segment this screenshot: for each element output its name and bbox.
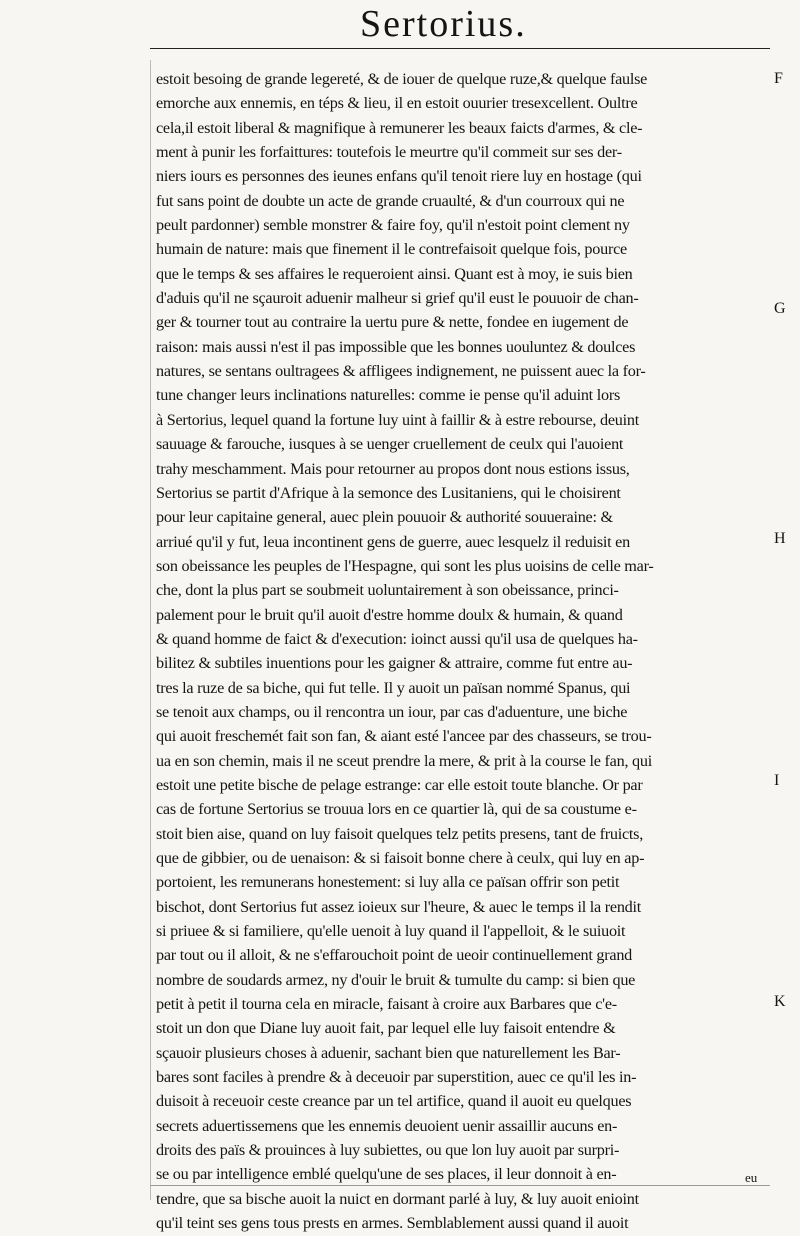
text-line: tres la ruze de sa biche, qui fut telle. Il y auoit un païsan nommé Spanus, qui [156, 678, 631, 697]
left-margin-rule [150, 60, 151, 1200]
text-line: ment à punir les forfaittures: toutefois le meurtre qu'il commeit sur ses der- [156, 143, 622, 162]
text-line: que de gibbier, ou de uenaison: & si faisoit bonne chere à ceulx, qui luy en ap- [156, 849, 645, 867]
text-line: estoit une petite bische de pelage estrange: car elle estoit toute blanche. Or par [156, 775, 643, 794]
text-line: cas de fortune Sertorius se trouua lors en ce quartier là, qui de sa coustume e- [156, 800, 637, 819]
text-line: palement pour le bruit qu'il auoit d'estre homme doulx & humain, & quand [156, 605, 623, 624]
text-line: arriué qu'il y fut, leua incontinent gens de guerre, auec lesquelz il reduisit en [156, 532, 630, 551]
text-line: stoit bien aise, quand on luy faisoit quelques telz petits presens, tant de fruicts, [156, 824, 643, 843]
text-line: estoit besoing de grande legereté, & de iouer de quelque ruze,& quelque faulse [156, 70, 648, 88]
text-line: cela,il estoit liberal & magnifique à remunerer les beaux faicts d'armes, & cle- [156, 118, 643, 137]
text-line: emorche aux ennemis, en téps & lieu, il en estoit ouurier tresexcellent. Oultre [156, 94, 638, 113]
margin-letter-h: H [774, 530, 786, 547]
text-line: son obeissance les peuples de l'Hespagne, qui sont les plus uoisins de celle mar- [156, 556, 654, 575]
margin-letter-g: G [774, 300, 786, 317]
text-line: qui auoit freschemét fait son fan, & aiant esté l'ancee par des chasseurs, se trou- [156, 727, 652, 746]
text-line: niers iours es personnes des ieunes enfans qu'il tenoit riere luy en hostage (qui [156, 167, 642, 186]
text-line: bischot, dont Sertorius fut assez ioieux sur l'heure, & auec le temps il la rendit [156, 897, 642, 916]
text-line: duisoit à receuoir ceste creance par un tel artifice, quand il auoit eu quelques [156, 1092, 632, 1111]
text-line: se tenoit aux champs, ou il rencontra un iour, par cas d'aduenture, une biche [156, 702, 628, 721]
margin-letter-i: I [774, 772, 780, 789]
text-line: fut sans point de doubte un acte de grande cruaulté, & d'un courroux qui ne [156, 191, 625, 210]
header-rule [150, 48, 770, 49]
text-line: raison: mais aussi n'est il pas impossible que les bonnes uouluntez & doulces [156, 337, 636, 356]
text-line: & quand homme de faict & d'execution: ioinct aussi qu'il usa de quelques ha- [156, 629, 638, 648]
text-line: stoit un don que Diane luy auoit fait, par lequel elle luy faisoit entendre & [156, 1019, 616, 1038]
text-line: sauuage & farouche, iusques à se uenger cruellement de ceulx qui l'auoient [156, 435, 624, 454]
page-title: Sertorius. [360, 3, 527, 45]
text-line: tune changer leurs inclinations naturelles: comme ie pense qu'il aduint lors [156, 386, 621, 405]
text-line: bares sont faciles à prendre & à deceuoir par superstition, auec ce qu'il les in- [156, 1068, 637, 1087]
text-line: tendre, que sa bische auoit la nuict en dormant parlé à luy, & luy auoit enioint [156, 1189, 639, 1208]
bottom-rule [150, 1185, 770, 1186]
body-text [156, 67, 768, 1236]
text-line: portoient, les remunerans honestement: si luy alla ce païsan offrir son petit [156, 873, 620, 892]
margin-letter-k: K [774, 993, 786, 1010]
text-line: nombre de soudards armez, ny d'ouir le bruit & tumulte du camp: si bien que [156, 970, 636, 989]
text-line: sçauoir plusieurs choses à aduenir, sachant bien que naturellement les Bar- [156, 1043, 621, 1062]
text-line: qu'il teint ses gens tous prests en armes. Semblablement aussi quand il auoit [156, 1214, 629, 1233]
text-line: humain de nature: mais que finement il le contrefaisoit quelque fois, pource [156, 240, 627, 259]
text-line: Sertorius se partit d'Afrique à la semonce des Lusitaniens, qui le choisirent [156, 483, 621, 502]
margin-letter-f: F [774, 70, 783, 87]
text-line: peult pardonner) semble monstrer & faire foy, qu'il n'estoit point clement ny [156, 216, 630, 235]
catchword: eu [745, 1170, 758, 1185]
text-line: che, dont la plus part se soubmeit uoluntairement à son obeissance, princi- [156, 581, 619, 600]
text-line: petit à petit il tourna cela en miracle, faisant à croire aux Barbares que c'e- [156, 995, 617, 1014]
text-line: ger & tourner tout au contraire la uertu pure & nette, fondee en iugement de [156, 313, 629, 332]
text-line: ua en son chemin, mais il ne sceut prendre la mere, & prit à la course le fan, qui [156, 751, 652, 770]
text-line: d'aduis qu'il ne sçauroit aduenir malheur si grief qu'il eust le pouuoir de chan- [156, 289, 639, 308]
text-line: si priuee & si familiere, qu'elle uenoit à luy quand il l'appelloit, & le suiuoit [156, 922, 626, 941]
text-line: se ou par intelligence emblé quelqu'une de ses places, il leur donnoit à en- [156, 1165, 617, 1184]
text-line: que le temps & ses affaires le requeroient ainsi. Quant est à moy, ie suis bien [156, 264, 633, 283]
text-line: natures, se sentans oultragees & affligees indignement, ne puissent auec la for- [156, 362, 646, 381]
text-line: trahy meschamment. Mais pour retourner au propos dont nous estions issus, [156, 459, 630, 478]
text-line: par tout ou il alloit, & ne s'effarouchoit point de ueoir continuellement grand [156, 946, 633, 965]
text-line: secrets aduertissemens que les ennemis deuoient uenir assaillir aucuns en- [156, 1116, 618, 1135]
text-line: bilitez & subtiles inuentions pour les gaigner & attraire, comme fut entre au- [156, 654, 633, 673]
text-line: droits des païs & prouinces à luy subiettes, ou que lon luy auoit par surpri- [156, 1141, 620, 1160]
text-line: pour leur capitaine general, auec plein pouuoir & authorité souueraine: & [156, 508, 613, 527]
text-line: à Sertorius, lequel quand la fortune luy uint à faillir & à estre rebourse, deuint [156, 410, 639, 429]
